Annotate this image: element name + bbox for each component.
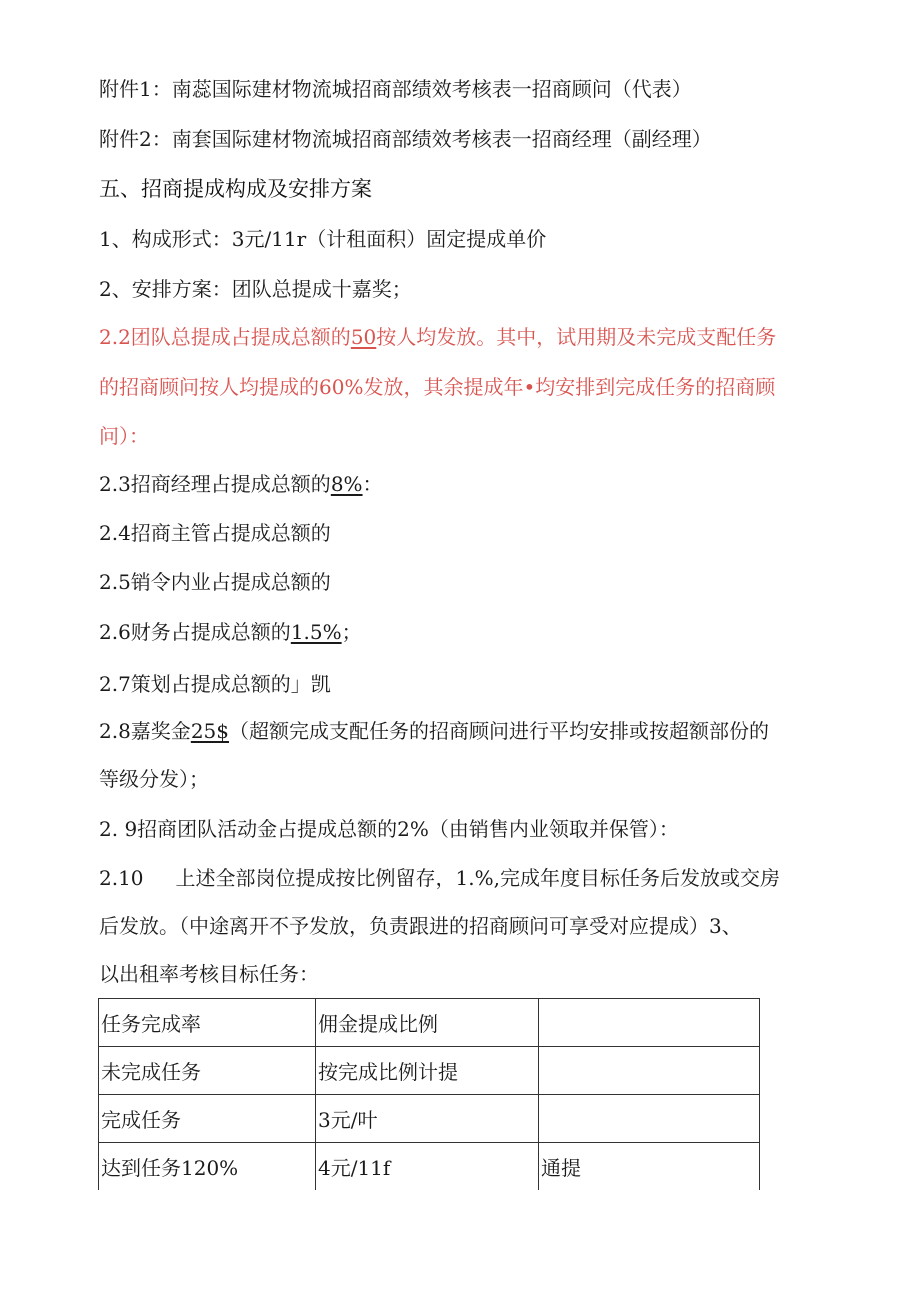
item-2-3 <box>99 471 383 497</box>
item-2-9: 2. 9招商团队活动金占提成总额的2%（由销售内业领取并保管）： <box>99 817 679 841</box>
table-row <box>99 999 760 1047</box>
table-cell: 通提 <box>539 1143 760 1191</box>
item-2-10-number: 2.10 <box>99 866 144 890</box>
item-2-6-percent: 1.5% <box>290 620 342 644</box>
table-cell: 4元/11f <box>316 1143 539 1191</box>
item-2-5: 2.5销令内业占提成总额的 <box>99 570 331 594</box>
item-2-2-line-1 <box>99 324 776 350</box>
table-cell <box>539 999 760 1047</box>
table-cell: 按完成比例计提 <box>316 1047 539 1095</box>
item-2-10-line-1 <box>99 865 780 891</box>
table-cell <box>539 1095 760 1143</box>
table-row <box>99 1143 760 1191</box>
table-cell: 佣金提成比例 <box>316 999 539 1047</box>
item-2-10-line-2: 后发放。（中途离开不予发放，负责跟进的招商顾问可享受对应提成）3、 <box>99 914 742 938</box>
item-2-10-text: 上述全部岗位提成按比例留存，1.%,完成年度目标任务后发放或交房 <box>175 866 780 890</box>
item-2-7: 2.7策划占提成总额的」凯 <box>99 672 331 696</box>
table-row <box>99 1047 760 1095</box>
item-2-2-percent: 50 <box>350 325 377 349</box>
item-2-8-suffix: （超额完成支配任务的招商顾问进行平均安排或按超额部份的 <box>229 719 769 743</box>
table-cell: 3元/叶 <box>316 1095 539 1143</box>
item-3: 以出租率考核目标任务： <box>99 962 319 986</box>
item-2-6-prefix: 2.6财务占提成总额的 <box>99 620 291 644</box>
item-2-8-prefix: 2.8嘉奖金 <box>99 719 191 743</box>
item-2-6-suffix: ； <box>341 620 362 644</box>
attachment-1: 附件1：南蕊国际建材物流城招商部绩效考核表一招商顾问（代表） <box>99 77 692 101</box>
item-2-3-suffix: ： <box>362 472 383 496</box>
item-2-2-prefix: 2.2团队总提成占提成总额的 <box>99 325 351 349</box>
table-cell: 完成任务 <box>99 1095 316 1143</box>
item-1: 1、构成形式：3元/11r（计租面积）固定提成单价 <box>99 227 547 251</box>
table-cell: 达到任务120% <box>99 1143 316 1191</box>
item-2-2-line-3: 问）： <box>99 424 149 448</box>
target-table <box>98 998 760 1190</box>
attachment-2: 附件2：南套国际建材物流城招商部绩效考核表一招商经理（副经理） <box>99 127 712 151</box>
item-2-3-prefix: 2.3招商经理占提成总额的 <box>99 472 331 496</box>
item-2-6 <box>99 619 362 645</box>
section-title: 五、招商提成构成及安排方案 <box>99 177 372 201</box>
table-cell <box>539 1047 760 1095</box>
item-2-8-line-2: 等级分发）； <box>99 767 209 791</box>
item-2: 2、安排方案：团队总提成十嘉奖； <box>99 277 412 301</box>
item-2-3-percent: 8% <box>330 472 363 496</box>
table-cell: 未完成任务 <box>99 1047 316 1095</box>
item-2-4: 2.4招商主管占提成总额的 <box>99 521 331 545</box>
item-2-8-amount: 25$ <box>190 719 229 743</box>
item-2-8-line-1 <box>99 718 769 744</box>
table-row <box>99 1095 760 1143</box>
item-2-2-suffix: 按人均发放。其中，试用期及未完成支配任务 <box>376 325 777 349</box>
table-cell: 任务完成率 <box>99 999 316 1047</box>
item-2-2-line-2: 的招商顾问按人均提成的60%发放，其余提成年•均安排到完成任务的招商顾 <box>99 375 776 399</box>
